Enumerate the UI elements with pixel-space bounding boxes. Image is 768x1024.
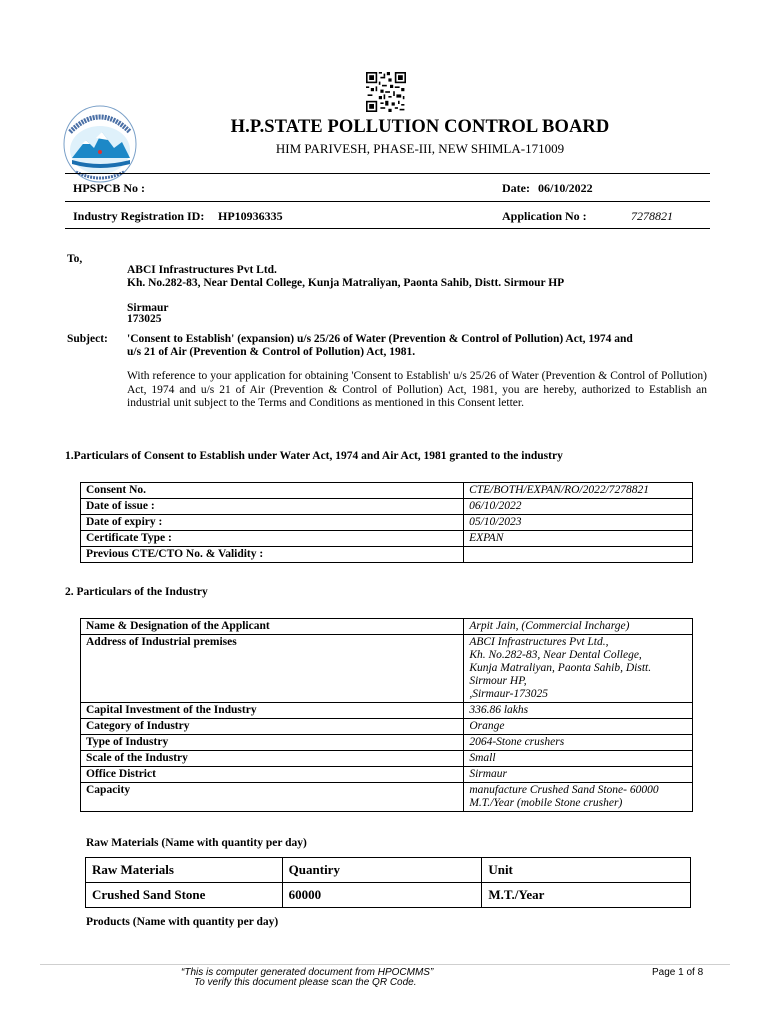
registration-value: HP10936335: [218, 209, 283, 223]
scale-value: Small: [464, 751, 693, 767]
table-row: [81, 719, 693, 735]
footer-divider: [40, 964, 730, 965]
office-district-value: Sirmaur: [464, 767, 693, 783]
addressee-pin: 173025: [127, 313, 162, 325]
capacity-value: manufacture Crushed Sand Stone- 60000 M.T./Year (mobile Stone crusher): [464, 783, 693, 812]
table-cell: 60000: [282, 883, 482, 908]
date-of-expiry-label: Date of expiry :: [81, 515, 464, 531]
board-address: HIM PARIVESH, PHASE-III, NEW SHIMLA-171009: [275, 141, 565, 156]
table-cell: Crushed Sand Stone: [86, 883, 283, 908]
subject-label: Subject:: [67, 333, 108, 345]
date-value: 06/10/2022: [538, 181, 593, 195]
divider: [65, 201, 710, 202]
capital-investment-label: Capital Investment of the Industry: [81, 703, 464, 719]
table-row: [81, 751, 693, 767]
table-row: [81, 767, 693, 783]
table-row: [81, 499, 693, 515]
addressee-district: Sirmaur: [127, 302, 169, 314]
table-row: [81, 515, 693, 531]
previous-cte-label: Previous CTE/CTO No. & Validity :: [81, 547, 464, 563]
table-row: [81, 703, 693, 719]
hpspcb-no-label: HPSPCB No :: [73, 181, 145, 195]
office-district-label: Office District: [81, 767, 464, 783]
consent-no-value: CTE/BOTH/EXPAN/RO/2022/7278821: [464, 483, 693, 499]
scale-label: Scale of the Industry: [81, 751, 464, 767]
certificate-type-value: EXPAN: [464, 531, 693, 547]
industry-table: [80, 618, 693, 812]
products-heading: Products (Name with quantity per day): [86, 916, 279, 928]
category-label: Category of Industry: [81, 719, 464, 735]
registration-label: Industry Registration ID:: [73, 209, 205, 223]
page-number: Page 1 of 8: [652, 967, 704, 978]
consent-table: [80, 482, 693, 563]
divider: [65, 173, 710, 174]
premises-address-value: ABCI Infrastructures Pvt Ltd., Kh. No.282-83, Near Dental College, Kunja Matraliyan, Paonta Sahib, Distt. Sirmour HP, ,Sirmaur-173025: [464, 635, 693, 703]
raw-materials-heading: Raw Materials (Name with quantity per day): [86, 837, 307, 849]
table-row: [86, 883, 691, 908]
addressee-company: ABCI Infrastructures Pvt Ltd.: [127, 264, 277, 276]
date-of-issue-value: 06/10/2022: [464, 499, 693, 515]
column-header: Quantiry: [282, 858, 482, 883]
table-row: [81, 735, 693, 751]
raw-materials-table: [85, 857, 691, 908]
body-paragraph: With reference to your application for obtaining 'Consent to Establish' u/s 25/26 of Water (Prevention & Control of Pollution) Act, 1974 and u/s 21 of Air (Prevention & Control of Pollution) Act, 1981, you are hereby, authorized to Establish an industrial unit subject to the Terms and Conditions as mentioned in this Consent letter.: [127, 370, 707, 409]
column-header: Raw Materials: [86, 858, 283, 883]
application-no-label: Application No :: [502, 209, 587, 223]
consent-no-label: Consent No.: [81, 483, 464, 499]
date-of-expiry-value: 05/10/2023: [464, 515, 693, 531]
to-label: To,: [67, 253, 83, 265]
table-row: [81, 531, 693, 547]
subject-line-1: 'Consent to Establish' (expansion) u/s 25/26 of Water (Prevention & Control of Pollution) Act, 1974 and: [127, 333, 633, 345]
board-title: H.P.STATE POLLUTION CONTROL BOARD: [230, 117, 610, 137]
column-header: Unit: [482, 858, 691, 883]
industry-type-label: Type of Industry: [81, 735, 464, 751]
previous-cte-value: [464, 547, 693, 563]
addressee-address: Kh. No.282-83, Near Dental College, Kunja Matraliyan, Paonta Sahib, Distt. Sirmour HP: [127, 277, 565, 289]
qr-code-icon: [366, 72, 406, 112]
table-cell: M.T./Year: [482, 883, 691, 908]
footer-verify-note: To verify this document please scan the QR Code.: [194, 977, 417, 988]
section1-heading: 1.Particulars of Consent to Establish under Water Act, 1974 and Air Act, 1981 granted to the industry: [65, 450, 563, 462]
category-value: Orange: [464, 719, 693, 735]
table-header-row: [86, 858, 691, 883]
industry-type-value: 2064-Stone crushers: [464, 735, 693, 751]
certificate-type-label: Certificate Type :: [81, 531, 464, 547]
table-row: [81, 635, 693, 703]
capacity-label: Capacity: [81, 783, 464, 812]
applicant-value: Arpit Jain, (Commercial Incharge): [464, 619, 693, 635]
date-label: Date:: [502, 181, 530, 195]
capital-investment-value: 336.86 lakhs: [464, 703, 693, 719]
premises-address-label: Address of Industrial premises: [81, 635, 464, 703]
divider: [65, 228, 710, 229]
application-no-value: 7278821: [631, 209, 673, 223]
table-row: [81, 547, 693, 563]
table-row: [81, 783, 693, 812]
table-row: [81, 483, 693, 499]
applicant-label: Name & Designation of the Applicant: [81, 619, 464, 635]
subject-line-2: u/s 21 of Air (Prevention & Control of Pollution) Act, 1981.: [127, 346, 416, 358]
footer-note: “This is computer generated document from HPOCMMS”: [181, 967, 434, 978]
section2-heading: 2. Particulars of the Industry: [65, 586, 208, 598]
date-of-issue-label: Date of issue :: [81, 499, 464, 515]
table-row: [81, 619, 693, 635]
